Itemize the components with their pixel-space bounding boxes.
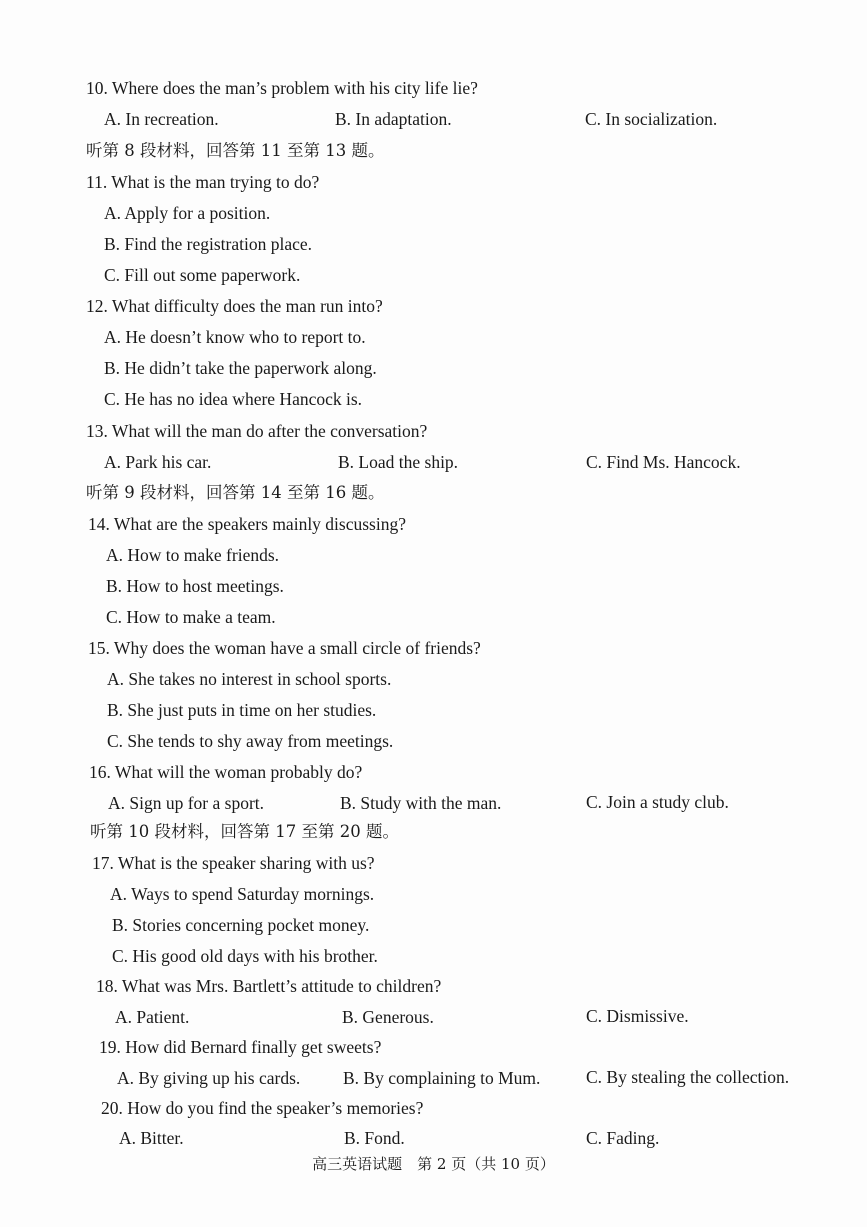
option-11c: C. Fill out some paperwork. (104, 265, 301, 285)
option-17a: A. Ways to spend Saturday mornings. (110, 884, 375, 904)
option-15a: A. She takes no interest in school sports. (107, 669, 392, 689)
option-17b: B. Stories concerning pocket money. (112, 915, 370, 935)
question-20: 20. How do you find the speaker’s memories? (101, 1098, 424, 1118)
option-12c: C. He has no idea where Hancock is. (104, 389, 363, 409)
section-heading-8: 听第 8 段材料，回答第 11 至第 13 题。 (86, 141, 385, 160)
question-10: 10. Where does the man’s problem with his city life lie? (86, 78, 478, 98)
option-20a: A. Bitter. (119, 1128, 184, 1148)
option-19a: A. By giving up his cards. (117, 1068, 301, 1088)
question-14: 14. What are the speakers mainly discussing? (88, 514, 406, 534)
option-15b: B. She just puts in time on her studies. (107, 700, 377, 720)
option-12b: B. He didn’t take the paperwork along. (104, 358, 377, 378)
option-18c: C. Dismissive. (586, 1006, 689, 1026)
option-15c: C. She tends to shy away from meetings. (107, 731, 394, 751)
page-footer: 高三英语试题 第 2 页（共 10 页） (312, 1155, 555, 1173)
option-16b: B. Study with the man. (340, 793, 502, 813)
option-16a: A. Sign up for a sport. (108, 793, 265, 813)
option-13b: B. Load the ship. (338, 452, 459, 472)
option-12a: A. He doesn’t know who to report to. (104, 327, 366, 347)
question-11: 11. What is the man trying to do? (86, 172, 320, 192)
question-18: 18. What was Mrs. Bartlett’s attitude to children? (96, 976, 442, 996)
option-10b: B. In adaptation. (335, 109, 452, 129)
question-19: 19. How did Bernard finally get sweets? (99, 1037, 382, 1057)
option-13c: C. Find Ms. Hancock. (586, 452, 741, 472)
option-10c: C. In socialization. (585, 109, 718, 129)
option-18b: B. Generous. (342, 1007, 434, 1027)
section-heading-9: 听第 9 段材料，回答第 14 至第 16 题。 (86, 483, 385, 502)
option-11b: B. Find the registration place. (104, 234, 313, 254)
question-16: 16. What will the woman probably do? (89, 762, 363, 782)
question-13: 13. What will the man do after the conversation? (86, 421, 428, 441)
option-18a: A. Patient. (115, 1007, 190, 1027)
question-17: 17. What is the speaker sharing with us? (92, 853, 375, 873)
option-10a: A. In recreation. (104, 109, 219, 129)
option-16c: C. Join a study club. (586, 792, 729, 812)
option-14c: C. How to make a team. (106, 607, 276, 627)
option-14b: B. How to host meetings. (106, 576, 284, 596)
question-15: 15. Why does the woman have a small circle of friends? (88, 638, 481, 658)
option-14a: A. How to make friends. (106, 545, 280, 565)
option-13a: A. Park his car. (104, 452, 212, 472)
question-12: 12. What difficulty does the man run into? (86, 296, 383, 316)
section-heading-10: 听第 10 段材料，回答第 17 至第 20 题。 (90, 822, 399, 841)
option-19c: C. By stealing the collection. (586, 1067, 790, 1087)
option-19b: B. By complaining to Mum. (343, 1068, 541, 1088)
option-20b: B. Fond. (344, 1128, 405, 1148)
option-11a: A. Apply for a position. (104, 203, 271, 223)
option-17c: C. His good old days with his brother. (112, 946, 378, 966)
option-20c: C. Fading. (586, 1128, 660, 1148)
